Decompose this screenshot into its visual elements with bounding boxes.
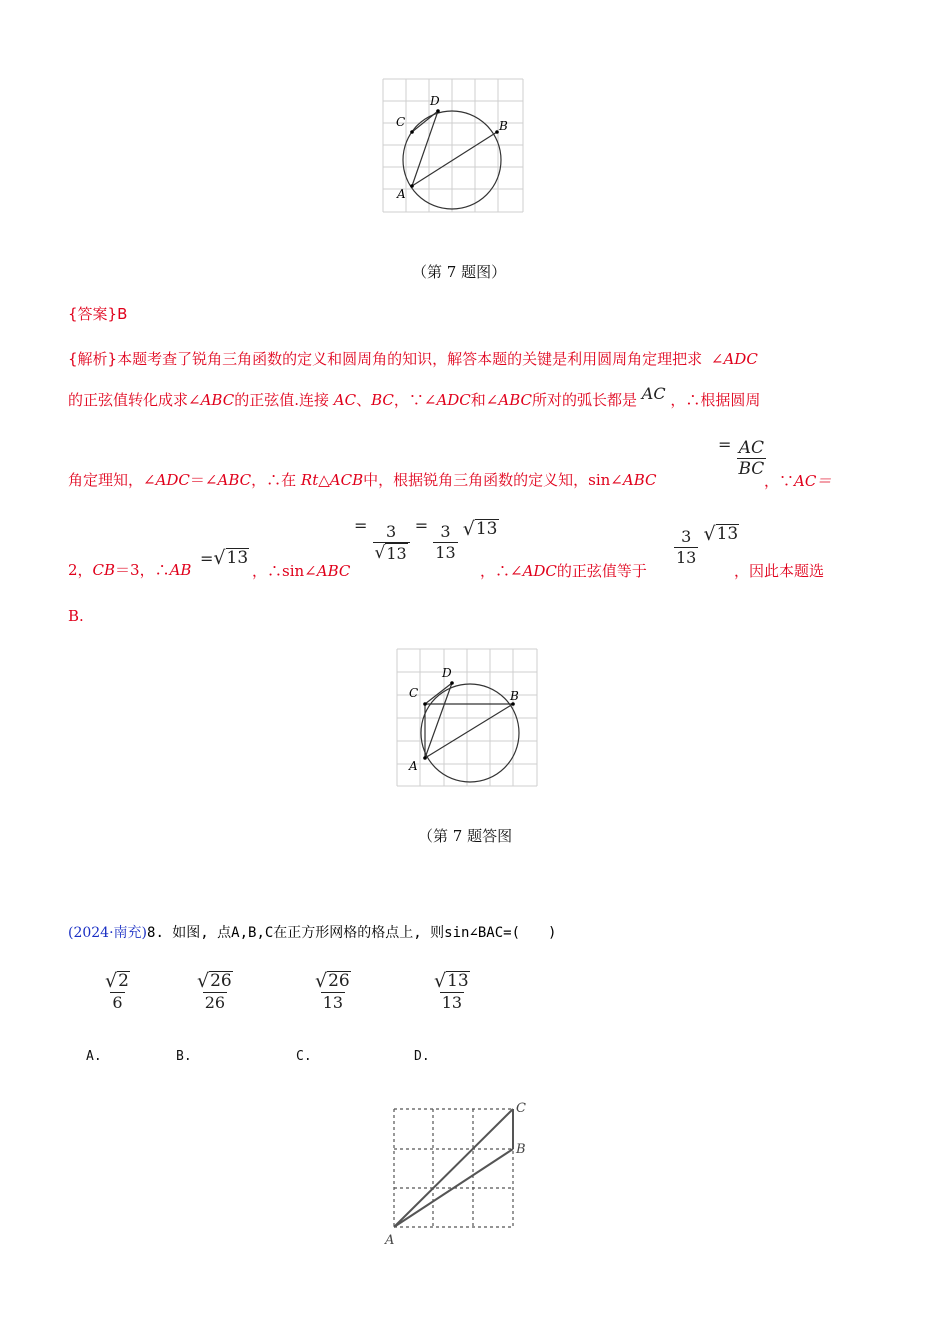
option-d-den: 13 [441, 993, 463, 1012]
segment-ac: AC [333, 391, 357, 409]
arc-ac: AC [641, 384, 666, 403]
abc-5: ABC [316, 562, 351, 580]
option-b-den: 26 [204, 993, 226, 1012]
analysis-line-2 [68, 384, 761, 410]
analysis-text-1: 本题考查了锐角三角函数的定义和圆周角的知识，解答本题的关键是利用圆周角定理把求 [117, 350, 703, 368]
segment-cb: CB [92, 561, 116, 579]
figure-7-answer-diagram [392, 646, 542, 790]
final-den: 13 [676, 548, 697, 567]
analysis-text-2b: 的正弦值.连接 [234, 391, 329, 409]
analysis-text-4e: 的正弦值等于 [556, 562, 647, 580]
question-8-diagram [380, 1096, 540, 1250]
frac1-num: 3 [386, 522, 397, 541]
option-c-den: 13 [322, 993, 344, 1012]
analysis-tag: {解析} [68, 350, 118, 368]
option-b-label[interactable]: B. [176, 1049, 192, 1064]
separator: 、 [356, 391, 372, 409]
analysis-text-4d: ，∴∠ [480, 562, 523, 580]
ab-radicand: 13 [226, 548, 249, 568]
option-c-radicand: 26 [328, 971, 350, 991]
option-b-radicand: 26 [210, 971, 232, 991]
adc-4: ADC [522, 562, 557, 580]
eq-sign: ＝∠ [189, 471, 218, 489]
answer-tag: {答案} [68, 305, 118, 323]
label-A-2: A [409, 759, 418, 773]
triangle-acb: △ACB [318, 471, 364, 489]
figure-7-diagram [378, 74, 528, 218]
abc-1: ABC [200, 391, 235, 409]
sin-equals-2: = [414, 516, 429, 535]
option-d-label[interactable]: D. [414, 1049, 430, 1064]
label-D: D [430, 94, 440, 108]
ac-eq: AC＝ [794, 472, 832, 490]
analysis-text-2f: ，∴根据圆周 [670, 391, 761, 409]
sin-equals-1: = [354, 516, 368, 535]
abc-2: ABC [498, 391, 532, 409]
answer-line [68, 304, 127, 324]
adc-2: ADC [436, 391, 471, 409]
q8-label-A: A [385, 1233, 395, 1248]
option-d-value: √ 13 13 [434, 970, 469, 1012]
option-c-label[interactable]: C. [296, 1049, 312, 1064]
analysis-text-3c: 中，根据锐角三角函数的定义知，sin∠ [363, 471, 623, 489]
figure-7-answer-caption: （第 7 题答图 [418, 827, 513, 845]
option-b-value: √ 26 26 [197, 970, 232, 1012]
label-B-2: B [510, 689, 519, 703]
answer-value: B [117, 305, 128, 323]
analysis-line-4 [68, 560, 191, 580]
question-source: (2024·南充) [68, 925, 148, 941]
analysis-line-3-end [764, 470, 831, 491]
analysis-line-3 [68, 470, 656, 490]
frac2-den: 13 [435, 543, 456, 562]
analysis-line-1 [68, 349, 758, 369]
abc-4: ABC [622, 471, 657, 489]
frac1-den-radicand: 13 [386, 544, 407, 563]
label-B: B [499, 119, 508, 133]
analysis-text-3d: ，∵ [764, 472, 795, 490]
option-a-value: √ 2 6 [105, 970, 129, 1012]
segment-bc: BC [371, 391, 394, 409]
analysis-text-4b: ＝3，∴ [115, 561, 170, 579]
analysis-text-3a: 角定理知，∠ [68, 471, 156, 489]
analysis-line-5: B. [68, 607, 84, 625]
adc-3: ADC [155, 471, 190, 489]
fraction-numerator: AC [738, 438, 765, 458]
figure-7-caption: （第 7 题图） [412, 263, 507, 281]
option-c-value: √ 26 13 [315, 970, 350, 1012]
angle-adc-1: ∠ADC [710, 350, 758, 368]
option-a-label[interactable]: A. [86, 1049, 102, 1064]
option-d-radicand: 13 [447, 971, 469, 991]
q8-label-B: B [516, 1142, 526, 1157]
analysis-line-4-end: ，因此本题选 [734, 562, 825, 580]
label-C: C [396, 115, 406, 129]
analysis-text-4a: 2， [68, 561, 93, 579]
analysis-text-2d: 和∠ [470, 391, 499, 409]
final-num: 3 [681, 527, 692, 546]
abc-3: ABC [217, 471, 252, 489]
option-a-den: 6 [112, 993, 123, 1012]
ab-value: = √ 13 [200, 547, 249, 569]
analysis-text-3b: ，∴在 [251, 471, 297, 489]
ab-equals: = [200, 549, 214, 568]
frac2-radicand: 13 [475, 519, 498, 539]
label-D-2: D [442, 666, 452, 680]
question-8 [68, 922, 556, 942]
frac2-num: 3 [440, 522, 451, 541]
sin-abc-fraction [718, 435, 766, 479]
sin-value-expression: = 3 √ 13 = $\frac{3}{13}$ √ 13 [354, 516, 498, 563]
rt: Rt [300, 471, 319, 489]
fraction-denominator: BC [738, 459, 765, 479]
option-a-radicand: 2 [118, 971, 129, 991]
analysis-text-2e: 所对的弧长都是 [532, 391, 638, 409]
analysis-line-4-mid [480, 560, 647, 581]
label-C-2: C [409, 686, 419, 700]
equals: = [718, 435, 732, 454]
question-text: 8. 如图, 点A,B,C在正方形网格的格点上, 则sin∠BAC=( ) [147, 925, 557, 941]
analysis-text-2a: 的正弦值转化成求∠ [68, 391, 201, 409]
final-radicand: 13 [716, 524, 739, 544]
sin-text [252, 560, 350, 581]
analysis-text-2c: ，∵∠ [393, 391, 437, 409]
label-A: A [397, 187, 406, 201]
final-value: $\frac{3}{13}$ √ 13 [676, 523, 739, 567]
analysis-text-4c: ，∴sin∠ [252, 562, 317, 580]
segment-ab: AB [169, 561, 192, 579]
q8-label-C: C [516, 1101, 526, 1116]
